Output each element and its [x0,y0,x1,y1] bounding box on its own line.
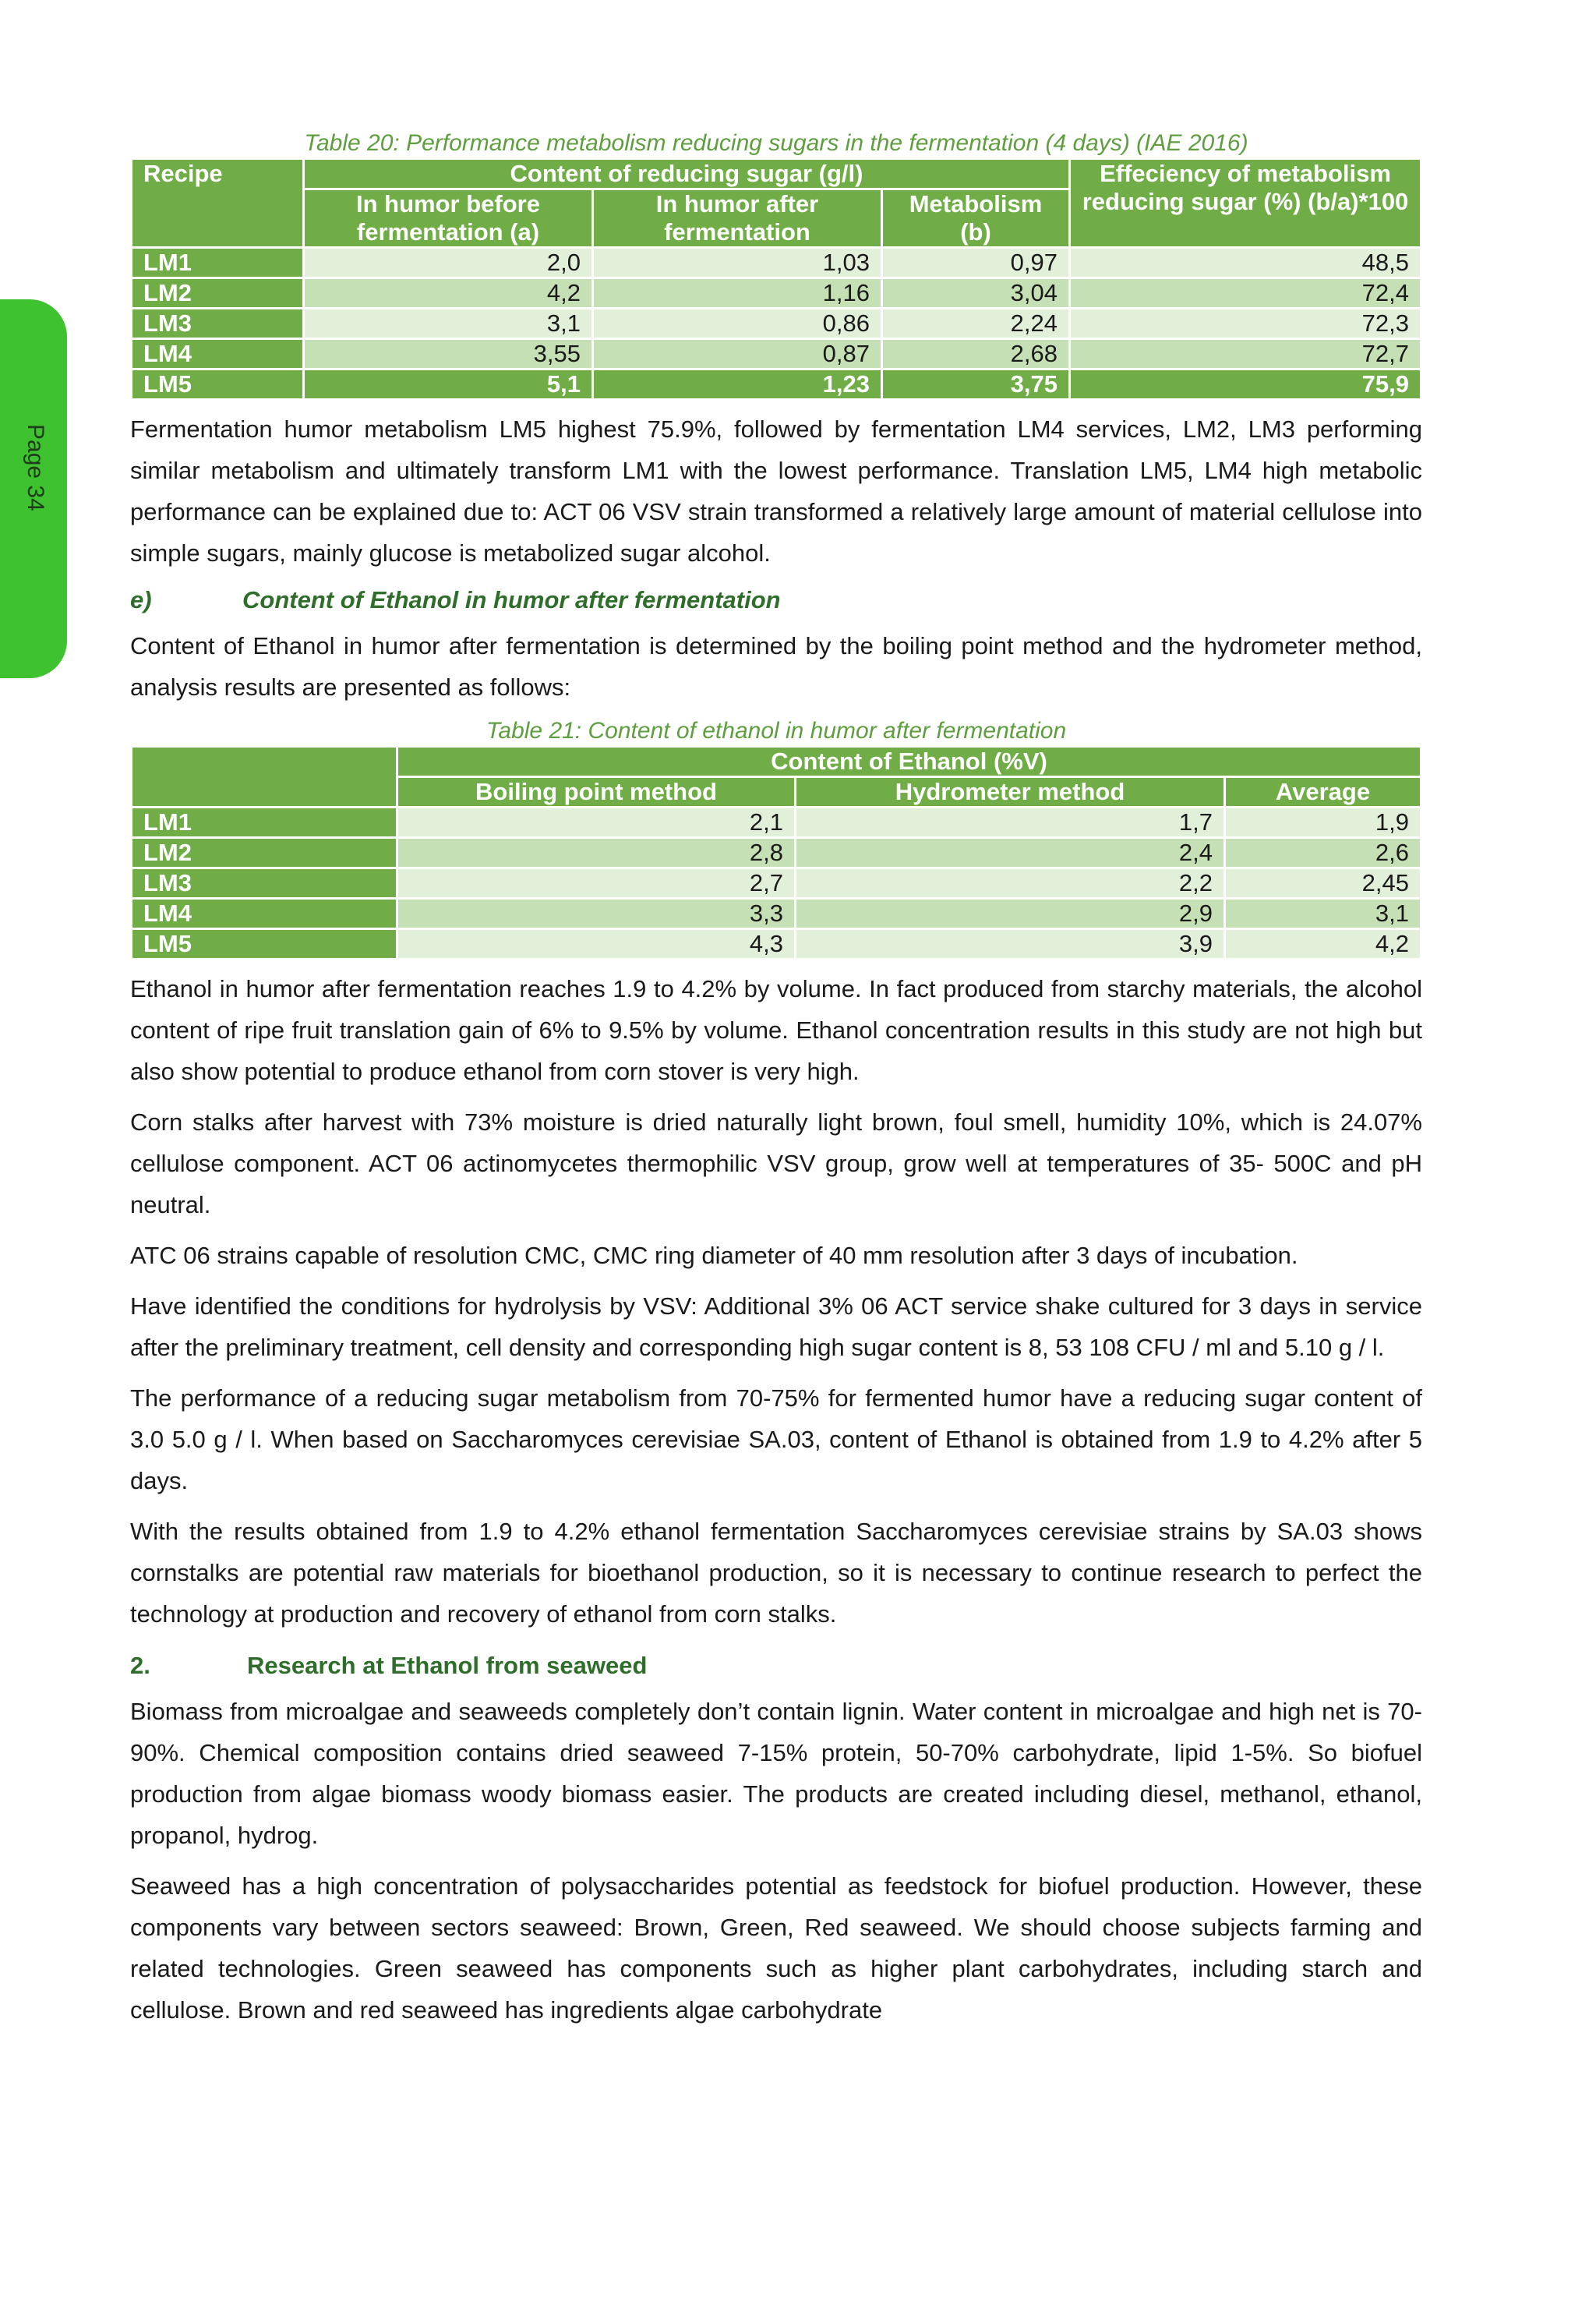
cell-hydrometer: 2,2 [796,868,1225,899]
cell-average: 1,9 [1225,808,1421,838]
subheading-e [130,583,1422,617]
table21-header-boiling: Boiling point method [397,777,796,808]
paragraph: The performance of a reducing sugar metabolism from 70-75% for fermented humor have a reducing sugar content of 3.0 5.0 g / l. When based on Saccharomyces cerevisiae SA.03, content of Ethanol is obtained from 1.9 to 4.2% after 5 days. [130,1384,1422,1494]
table20-header-before: In humor before fermentation (a) [304,189,593,248]
table20-header-after: In humor after fermentation [593,189,882,248]
cell-hydrometer: 3,9 [796,929,1225,960]
paragraph: Seaweed has a high concentration of polysaccharides potential as feedstock for biofuel production. However, these components vary between sectors seaweed: Brown, Green, Red seaweed. We should choose subjects farming and related technologies. Green seaweed has components such as higher plant carbohydrates, including starch and cellulose. Brown and red seaweed has ingredients algae carbohydrate [130,1872,1422,2024]
table-row [132,899,1421,929]
cell-boiling: 2,1 [397,808,796,838]
cell-metabolism: 3,04 [882,278,1070,309]
cell-efficiency: 72,4 [1070,278,1421,309]
paragraph: With the results obtained from 1.9 to 4.2% ethanol fermentation Saccharomyces cerevisiae strains by SA.03 shows cornstalks are potential raw materials for bioethanol production, so it is necessary to continue research to perfect the technology at production and recovery of ethanol from corn stalks. [130,1518,1422,1628]
cell-after: 0,86 [593,309,882,339]
cell-efficiency: 72,3 [1070,309,1421,339]
cell-average: 2,6 [1225,838,1421,868]
paragraph: Biomass from microalgae and seaweeds completely don’t contain lignin. Water content in microalgae and high net is 70-90%. Chemical composition contains dried seaweed 7-15% protein, 50-70% carbohydrate, lipid 1-5%. So biofuel production from algae biomass woody biomass easier. The products are created including diesel, methanol, ethanol, propanol, hydrog. [130,1698,1422,1849]
row-label: LM2 [132,838,397,868]
row-label: LM4 [132,899,397,929]
cell-boiling: 2,8 [397,838,796,868]
paragraph: Have identified the conditions for hydrolysis by VSV: Additional 3% 06 ACT service shake cultured for 3 days in service after the preliminary treatment, cell density and corresponding high sugar content is 8, 53 108 CFU / ml and 5.10 g / l. [130,1292,1422,1361]
row-label: LM3 [132,868,397,899]
paragraph: Fermentation humor metabolism LM5 highest 75.9%, followed by fermentation LM4 services, LM2, LM3 performing similar metabolism and ultimately transform LM1 with the lowest performance. Translation LM5, LM4 high metabolic performance can be explained due to: ACT 06 VSV strain transformed a relatively large amount of material cellulose into simple sugars, mainly glucose is metabolized sugar alcohol. [130,415,1422,567]
cell-before: 4,2 [304,278,593,309]
cell-after: 1,16 [593,278,882,309]
cell-after: 1,03 [593,248,882,278]
cell-efficiency: 75,9 [1070,369,1421,400]
table20 [130,157,1422,401]
table21 [130,745,1422,960]
row-label: LM3 [132,309,304,339]
cell-average: 4,2 [1225,929,1421,960]
cell-after: 1,23 [593,369,882,400]
row-label: LM4 [132,339,304,369]
cell-average: 3,1 [1225,899,1421,929]
table-row [132,309,1421,339]
row-label: LM1 [132,248,304,278]
row-label: LM1 [132,808,397,838]
page-content [130,129,1422,2040]
cell-metabolism: 3,75 [882,369,1070,400]
table21-header-group: Content of Ethanol (%V) [397,747,1421,777]
cell-efficiency: 72,7 [1070,339,1421,369]
table20-header-metabolism: Metabolism (b) [882,189,1070,248]
table20-header-content: Content of reducing sugar (g/l) [304,159,1070,189]
cell-after: 0,87 [593,339,882,369]
table21-caption: Table 21: Content of ethanol in humor after fermentation [486,718,1067,744]
cell-before: 2,0 [304,248,593,278]
subheading-title: Content of Ethanol in humor after fermentation [242,586,781,613]
table-row [132,929,1421,960]
table-row [132,278,1421,309]
section-title: Research at Ethanol from seaweed [247,1652,648,1679]
table20-caption: Table 20: Performance metabolism reducing sugars in the fermentation (4 days) (IAE 2016) [304,130,1248,156]
page-tab [0,299,67,678]
row-label: LM2 [132,278,304,309]
cell-average: 2,45 [1225,868,1421,899]
cell-metabolism: 0,97 [882,248,1070,278]
cell-before: 3,55 [304,339,593,369]
table-row [132,248,1421,278]
subheading-number: e) [130,586,152,613]
cell-boiling: 2,7 [397,868,796,899]
table-row [132,808,1421,838]
cell-metabolism: 2,24 [882,309,1070,339]
cell-before: 5,1 [304,369,593,400]
cell-hydrometer: 2,4 [796,838,1225,868]
section-number: 2. [130,1652,150,1679]
table20-header-efficiency: Effeciency of metabolism reducing sugar (%) (b/a)*100 [1070,159,1421,248]
table-row [132,369,1421,400]
table-row [132,868,1421,899]
table-row [132,838,1421,868]
cell-before: 3,1 [304,309,593,339]
table20-header-recipe: Recipe [132,159,304,248]
table21-header-hydrometer: Hydrometer method [796,777,1225,808]
cell-hydrometer: 1,7 [796,808,1225,838]
cell-boiling: 3,3 [397,899,796,929]
paragraph: Corn stalks after harvest with 73% moisture is dried naturally light brown, foul smell, humidity 10%, which is 24.07% cellulose component. ACT 06 actinomycetes thermophilic VSV group, grow well at temperatures of 35- 500C and pH neutral. [130,1108,1422,1218]
table21-header-blank [132,747,397,808]
cell-metabolism: 2,68 [882,339,1070,369]
row-label: LM5 [132,929,397,960]
table-row [132,339,1421,369]
cell-efficiency: 48,5 [1070,248,1421,278]
paragraph: ATC 06 strains capable of resolution CMC, CMC ring diameter of 40 mm resolution after 3 days of incubation. [130,1242,1298,1269]
cell-boiling: 4,3 [397,929,796,960]
cell-hydrometer: 2,9 [796,899,1225,929]
row-label: LM5 [132,369,304,400]
section-heading [130,1649,1422,1683]
table21-header-average: Average [1225,777,1421,808]
paragraph: Content of Ethanol in humor after fermentation is determined by the boiling point method and the hydrometer method, analysis results are presented as follows: [130,632,1422,701]
page-number: Page 34 [23,424,48,511]
paragraph: Ethanol in humor after fermentation reaches 1.9 to 4.2% by volume. In fact produced from starchy materials, the alcohol content of ripe fruit translation gain of 6% to 9.5% by volume. Ethanol concentration results in this study are not high but also show potential to produce ethanol from corn stover is very high. [130,975,1422,1085]
